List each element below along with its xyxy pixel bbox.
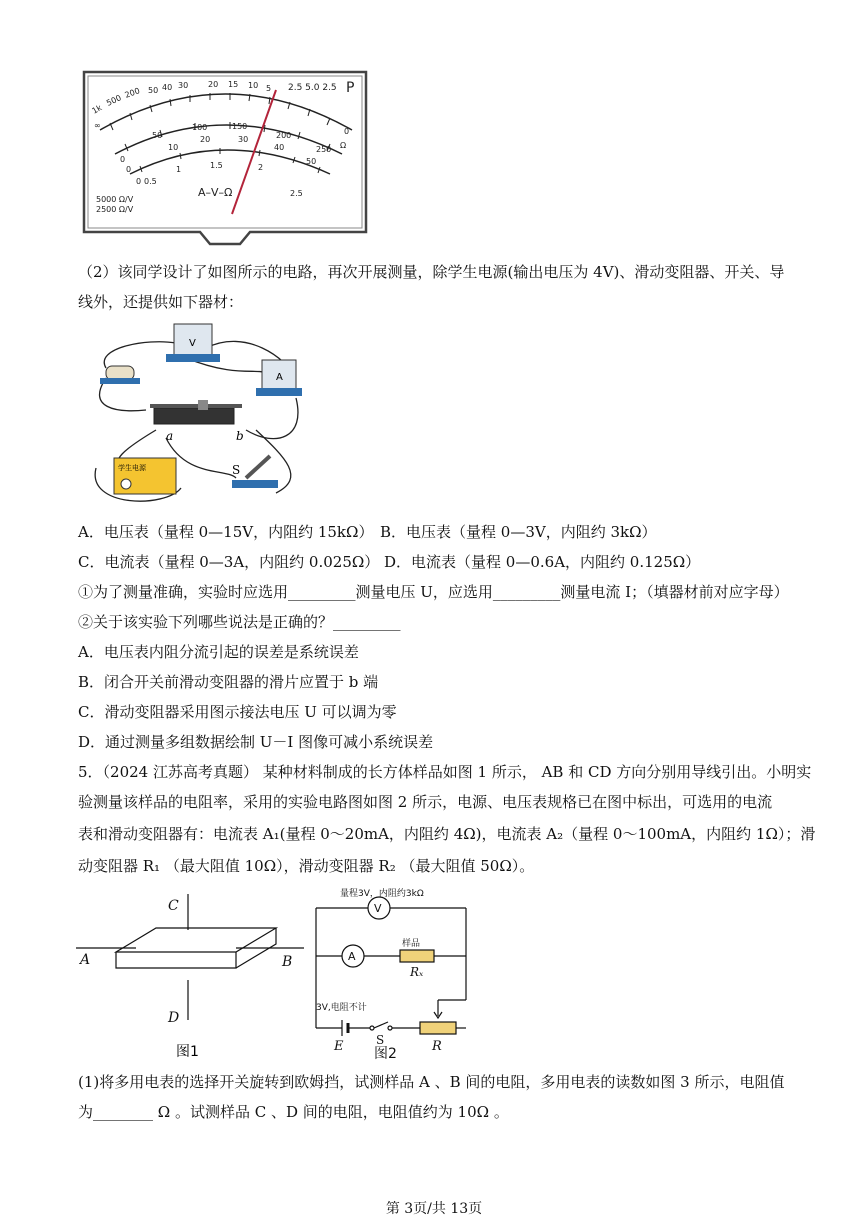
meter-label-0: 0 bbox=[344, 127, 350, 136]
meter-mid-50: 50 bbox=[152, 131, 163, 140]
question-blank-1: ①为了测量准确，实验时应选用_________测量电压 U，应选用_________测量电流 I；（填器材前对应字母） bbox=[78, 583, 789, 601]
meter-mid-250: 250 bbox=[316, 145, 332, 154]
meter-omega: Ω bbox=[340, 141, 347, 150]
meter-label-30: 30 bbox=[178, 81, 189, 90]
meter-label-40: 40 bbox=[162, 83, 173, 92]
page-footer: 第 3页/共 13页 bbox=[385, 1201, 483, 1217]
meter-mid2-10: 10 bbox=[168, 143, 179, 152]
meter-mid-200: 200 bbox=[276, 131, 292, 140]
fig2-v: V bbox=[374, 902, 382, 915]
meter-low-15: 1.5 bbox=[210, 161, 223, 170]
meter-mid-150: 150 bbox=[232, 122, 248, 131]
choice-b: B．闭合开关前滑动变阻器的滑片应置于 b 端 bbox=[78, 673, 379, 691]
meter-label-1k: 1k bbox=[90, 103, 104, 116]
fig2-e: E bbox=[334, 1039, 344, 1054]
switch-s: S bbox=[232, 463, 241, 477]
q5-1-line-1: (1)将多用电表的选择开关旋转到欧姆挡，试测样品 A 、B 间的电阻，多用电表的读数如图 3 所示，电阻值 bbox=[78, 1073, 785, 1091]
q5-line-4: 动变阻器 R₁ （最大阻值 10Ω），滑动变阻器 R₂ （最大阻值 50Ω）。 bbox=[78, 857, 535, 875]
meter-center-label: A–V–Ω bbox=[198, 186, 233, 199]
fig2-r: R bbox=[432, 1039, 442, 1054]
meter-mid2-40: 40 bbox=[274, 143, 285, 152]
meter-label-500: 500 bbox=[105, 93, 123, 108]
choice-c: C．滑动变阻器采用图示接法电压 U 可以调为零 bbox=[78, 703, 397, 721]
meter-mid2-30: 30 bbox=[238, 135, 249, 144]
meter-mid-0: 0 bbox=[120, 155, 126, 164]
fig1-caption: 图1 bbox=[176, 1044, 199, 1060]
fig1-label-c: C bbox=[168, 898, 179, 914]
meter-mid2-50: 50 bbox=[306, 157, 317, 166]
fig2-rx: Rₓ bbox=[410, 965, 424, 979]
option-b: B．电压表（量程 0—3V，内阻约 3kΩ） bbox=[380, 523, 657, 541]
meter-mid2-0: 0 bbox=[126, 165, 132, 174]
meter-inf: ∞ bbox=[94, 121, 101, 130]
meter-low-1: 1 bbox=[176, 165, 182, 174]
meter-label-10: 10 bbox=[248, 81, 259, 90]
resistor-icon bbox=[106, 366, 134, 380]
switch-icon bbox=[232, 480, 278, 488]
question-blank-2: ②关于该实验下列哪些说法是正确的？_________ bbox=[78, 613, 401, 631]
apparatus-figure bbox=[86, 318, 316, 508]
fig2-e-spec: 3V,电阻不计 bbox=[316, 1003, 367, 1013]
fig2-v-spec: 量程3V，内阻约3kΩ bbox=[340, 889, 424, 899]
fig2-sample: 样品 bbox=[402, 939, 421, 949]
option-a: A．电压表（量程 0—15V，内阻约 15kΩ） bbox=[78, 523, 374, 541]
q5-line-1: 5．（2024 江苏高考真题） 某种材料制成的长方体样品如图 1 所示， AB 和 CD 方向分别用导线引出。小明实 bbox=[78, 763, 812, 781]
figure-2-circuit bbox=[304, 882, 474, 1062]
meter-range-label: 2.5 5.0 2.5 bbox=[288, 83, 337, 93]
multimeter-dial-figure bbox=[80, 68, 370, 246]
meter-mid2-20: 20 bbox=[200, 135, 211, 144]
fig1-label-a: A bbox=[80, 952, 91, 968]
meter-low-05: 0.5 bbox=[144, 177, 157, 186]
ammeter-a: A bbox=[276, 372, 283, 383]
fig1-label-d: D bbox=[168, 1010, 180, 1026]
power-supply-label: 学生电源 bbox=[118, 464, 146, 472]
meter-label-50: 50 bbox=[148, 86, 159, 95]
fig1-label-b: B bbox=[282, 954, 293, 970]
meter-spec-2: 2500 Ω/V bbox=[96, 205, 134, 214]
meter-spec-1: 5000 Ω/V bbox=[96, 195, 134, 204]
q5-line-2: 验测量该样品的电阻率，采用的实验电路图如图 2 所示，电源、电压表规格已在图中标出，可选用的电流 bbox=[78, 793, 773, 811]
meter-low-25: 2.5 bbox=[290, 189, 303, 198]
q5-line-3: 表和滑动变阻器有：电流表 A₁(量程 0～20mA，内阻约 4Ω)，电流表 A₂（量程 0～100mA，内阻约 1Ω）；滑 bbox=[78, 825, 816, 843]
meter-label-5: 5 bbox=[266, 84, 272, 93]
rheostat-icon bbox=[154, 408, 234, 424]
meter-label-15: 15 bbox=[228, 80, 239, 89]
fig2-a: A bbox=[348, 950, 356, 963]
q5-1-line-2: 为________ Ω 。试测样品 C 、D 间的电阻，电阻值约为 10Ω 。 bbox=[78, 1103, 509, 1121]
choice-d: D．通过测量多组数据绘制 U－I 图像可减小系统误差 bbox=[78, 733, 434, 751]
choice-a: A．电压表内阻分流引起的误差是系统误差 bbox=[78, 643, 359, 661]
fig2-s: S bbox=[376, 1033, 385, 1047]
option-d: D．电流表（量程 0—0.6A，内阻约 0.125Ω） bbox=[384, 553, 701, 571]
rheostat-a: a bbox=[166, 429, 174, 443]
q2-line-2: 线外，还提供如下器材： bbox=[78, 293, 244, 311]
figure-1-sample bbox=[76, 890, 308, 1062]
option-c: C．电流表（量程 0—3A，内阻约 0.025Ω） bbox=[78, 553, 380, 571]
fig2-caption: 图2 bbox=[374, 1046, 397, 1062]
meter-label-20: 20 bbox=[208, 80, 219, 89]
meter-low-2: 2 bbox=[258, 163, 264, 172]
q2-line-1: （2）该同学设计了如图所示的电路，再次开展测量，除学生电源(输出电压为 4V)、滑动变阻器、开关、导 bbox=[78, 263, 785, 281]
meter-mid-100: 100 bbox=[192, 123, 208, 132]
rheostat-b: b bbox=[236, 429, 244, 443]
meter-p-label: P bbox=[346, 80, 355, 96]
meter-label-200: 200 bbox=[123, 86, 142, 100]
meter-low-0: 0 bbox=[136, 177, 142, 186]
voltmeter-v: V bbox=[189, 338, 196, 349]
